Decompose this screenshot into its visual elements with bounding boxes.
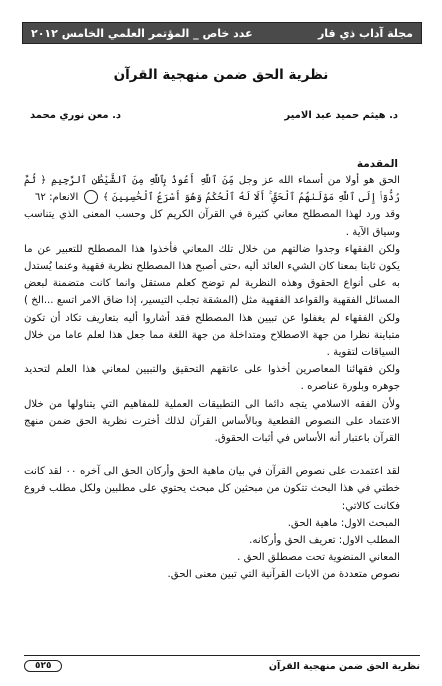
body-paragraph: ولكن الفقهاء وجدوا ضالتهم من خلال تلك المعاني فأخذوا هذا المصطلح للتعبير عن ما يكون ثابتا بمعنا كان الشيء العائد أليه ،حتى أصبح هذا المصطلح نظرية فقهية وعنما يُستدل به على أنواع الحقوق وهذه النظرية لم توضح كعلم مستقل وانما كانت متضمنة لبعض المسائل الفقهية والقواعد الفقهية مثل (المشقة تجلب التيسير، إذا ضاق الامر اتسع ...الخ ) ولكن الفقهاء لم يغفلوا عن تبيين هذا المصطلح فقد أشاروا أليه بتعاريف تكاد أن تكون متباينة نظرا من جهة الاصطلاح ومتداخلة من جهة اللغة مما جعل هذا لعلم عاما من خلال السياقات لتقوية . — [24, 243, 400, 359]
body-paragraph: ولكن فقهائنا المعاصرين أخذوا على عاتقهم التحقيق والتبيين لمعاني هذا العلم لتحديد جوهره وبلورة عناصره . — [24, 364, 400, 393]
author-first: د. هيثم حميد عبد الامير — [284, 110, 398, 121]
list-item: المعاني المنضوية تحت مصطلق الحق . — [237, 552, 400, 564]
running-title: نظرية الحق ضمن منهجية القرآن — [268, 660, 420, 672]
body-paragraph: ولأن الفقه الاسلامي يتجه دائما الى التطبيقات العملية للمفاهيم التي يتناولها من خلال الاعتماد على النصوص القطعية وبالأساس القرآن لذلك أخترت نظرية الحق ضمن منهج القرآن باعتبار أنه الأساس في أثبات الحقوق. — [24, 398, 400, 445]
list-item: نصوص متعددة من الايات القرآنية التي تبين معنى الحق. — [167, 569, 400, 581]
section-heading: المقدمة — [356, 158, 398, 170]
quran-verse: مِّنَ ٱللَّهِ أَعُوذُ بِٱللَّهِ مِنَ ٱلشَّيْطَٰنِ ٱلرَّجِيمِ ﴿ ثُمَّ رُدُّوٓا۟ إِلَى ٱللَّهِ مَوْلَىٰهُمُ ٱلْحَقِّ ۚ أَلَا لَهُ ٱلْحُكْمُ وَهُوَ أَسْرَعُ ٱلْحَٰسِبِينَ ﴾ — [24, 175, 400, 204]
verse-citation: الانعام: ٦٢ — [34, 192, 79, 204]
intro-text: الحق هو أولا من أسماء الله عز وجل — [238, 175, 400, 186]
authors-line — [30, 110, 398, 121]
list-item: المطلب الاول: تعريف الحق وأركانه. — [249, 535, 400, 547]
article-title: نظرية الحق ضمن منهجية القرآن — [113, 67, 329, 83]
body-paragraph — [24, 172, 400, 206]
body-paragraph: وقد ورد لهذا المصطلح معاني كثيرة في القرآن الكريم كل وحسب المعنى الذي يتناسب وسياق الآية . — [24, 209, 400, 238]
author-second: د. معن نوري محمد — [30, 110, 122, 121]
verse-end-ornament-icon — [84, 190, 98, 204]
journal-name: مجلة آداب ذي قار — [317, 26, 413, 40]
journal-issue: عدد خاص _ المؤتمر العلمي الخامس ٢٠١٢ — [31, 26, 253, 40]
article-body — [24, 172, 400, 584]
page-footer — [24, 655, 420, 674]
page-number: ٥٢٥ — [24, 660, 62, 672]
body-paragraph: لقد اعتمدت على نصوص القرآن في بيان ماهية الحق وأركان الحق الى آخره ٠٠ لقد كانت خطتي في هذا البحث تتكون من مبحثين كل مبحث يحتوي على مطلبين ولكل مطلب فروع فكانت كالاتي: — [24, 466, 401, 512]
journal-header-bar — [22, 22, 422, 44]
list-item: المبحث الاول: ماهية الحق. — [287, 517, 400, 529]
